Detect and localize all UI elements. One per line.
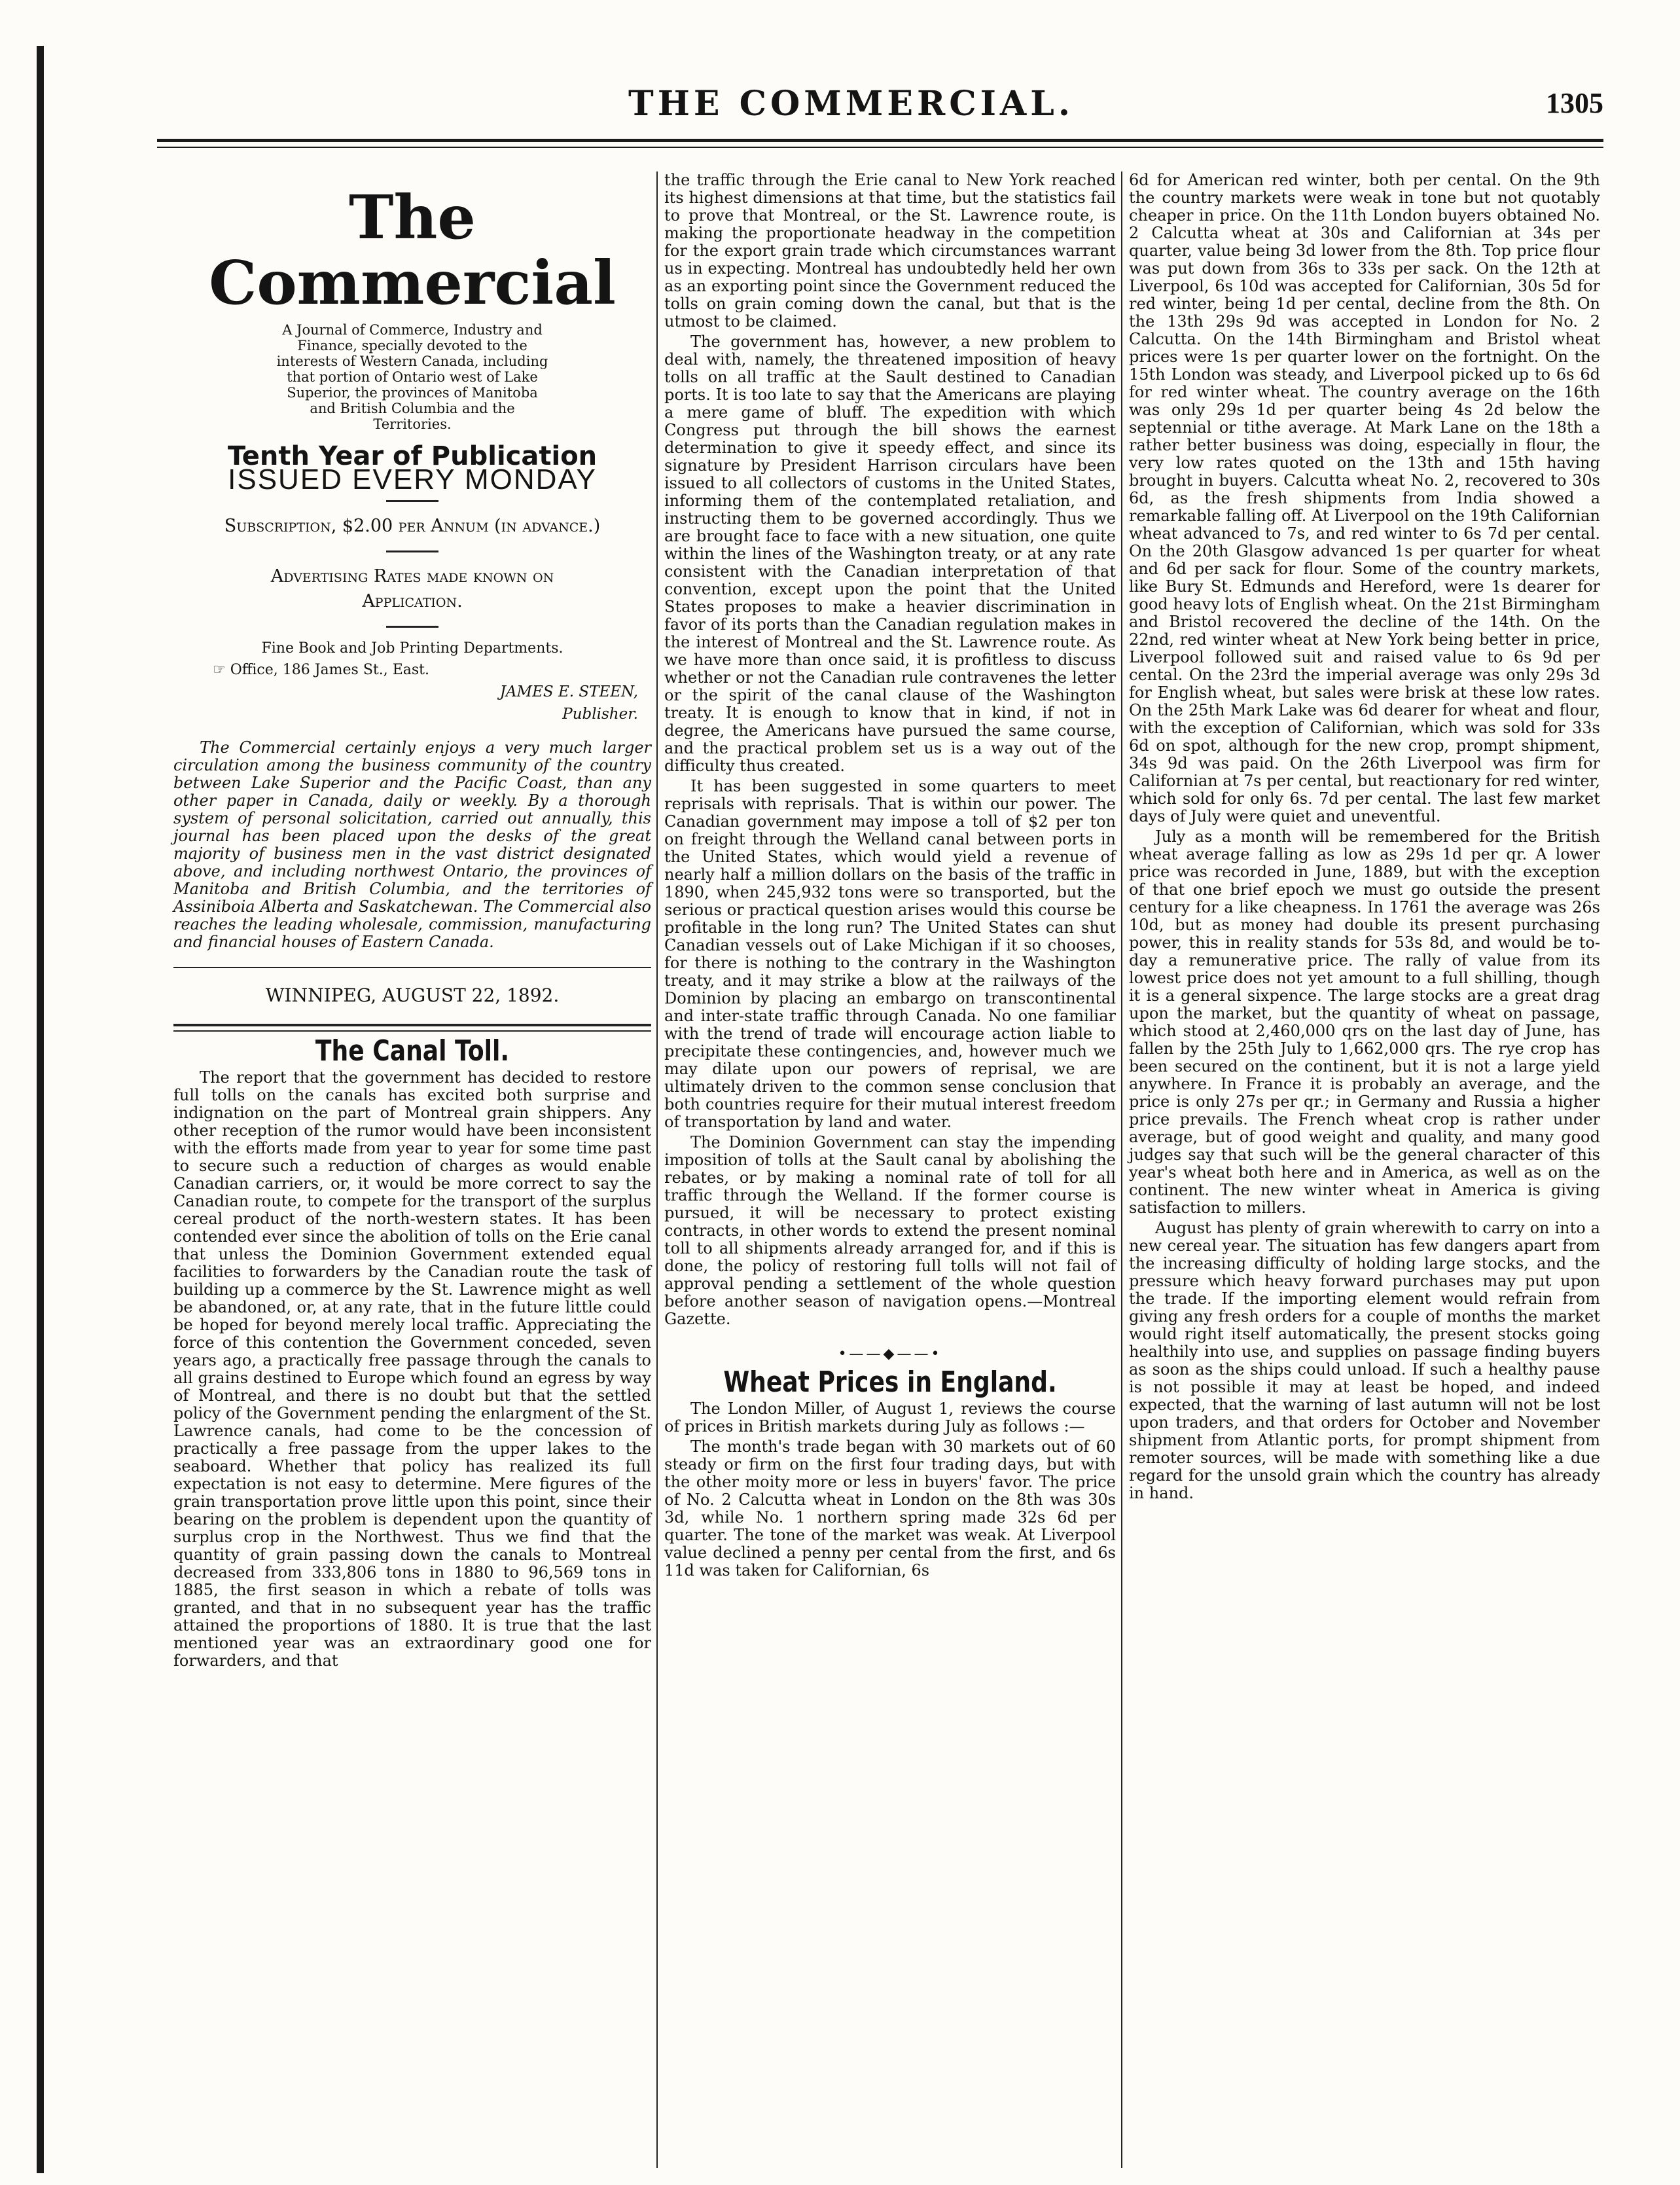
wheat-paragraph-2: The month's trade began with 30 markets out of 60 steady or firm on the first four trading days, but with the other moity more or less in buyers' favor. The price of No. 2 Calcutta wheat in London on the 8th was 30s 3d, while No. 1 northern spring made 32s 6d per quarter. The tone of the market was weak. At Liverpool value declined a penny per cental from the first, and 6s 11d was taken for Californian, 6s [664,1437,1116,1580]
divider-dash [386,500,438,502]
header-rule-thick [157,139,1603,142]
section-rule-thick [173,1024,651,1026]
divider-dash [386,626,438,628]
wheat-paragraph-3: July as a month will be remembered for the British wheat average falling as low as 29s 1d per qr. A lower price was recorded in June, 1889, but with the exception of that one brief epoch we must go outside the present century for a like cheapness. In 1761 the average was 26s 10d, but as money had double its present purchasing power, this in reality stands for 53s 8d, and would be to-day a remunerative price. The rally of value from its lowest price does not yet amount to a full shilling, though it is a general sixpence. The large stocks are a great drag upon the market, but the quantity of wheat on passage, which stood at 2,460,000 qrs on the last day of June, has fallen by the 25th July to 1,662,000 qrs. The rye crop has been secured on the continent, but it is not a large yield anywhere. In France it is probably an average, and the price is only 27s per qr.; in Germany and Russia a higher price prevails. The French wheat crop is rather under average, but of good weight and quality, and many good judges say that such will be the general character of this year's wheat both here and in America, as well as on the continent. The new winter wheat in America is giving satisfaction to millers. [1129,827,1600,1217]
column-3 [1129,172,1600,1505]
issued-every-monday: ISSUED EVERY MONDAY [228,463,597,496]
tenth-year: Tenth Year of Publication [227,441,598,471]
section-rule-thin [173,1030,651,1032]
canal-toll-paragraph-3: It has been suggested in some quarters to meet reprisals with reprisals. That is within our power. The Canadian government may impose a toll of $2 per ton on freight through the Welland canal between ports in the United States, which would yield a revenue of nearly half a million dollars on the basis of the traffic in 1890, when 245,932 tons were so transported, but the serious or practical question arises would this course be profitable in the long run? The United States can shut Canadian vessels out of Lake Michigan if it so chooses, for there is nothing to the contrary in the Washington treaty, and it may strike a blow at the railways of the Dominion by placing an embargo on transcontinental and inter-state traffic through Canada. No one familiar with the trend of trade will encourage action liable to precipitate these contingencies, and, however much we may dilate upon our powers of reprisal, we are ultimately driven to the common sense conclusion that both countries require for their mutual interest freedom of transportation by land and water. [664,777,1116,1131]
canal-toll-paragraph-1: The report that the government has decided to restore full tolls on the canals has excited both surprise and indignation on the part of Montreal grain shippers. Any other reception of the rumor would have been inconsistent with the efforts made from year to year for some time past to secure such a reduction of charges as would enable Canadian carriers, or, it would be more correct to say the Canadian route, to compete for the transport of the surplus cereal product of the north-western states. It has been contended ever since the abolition of tolls on the Erie canal that unless the Dominion Government extended equal facilities to forwarders by the Canadian route the task of building up a commerce by the St. Lawrence might as well be abandoned, or, at any rate, that in the future little could be hoped for beyond merely local traffic. Appreciating the force of this contention the Government conceded, seven years ago, a practically free passage through the canals to all grains destined to Europe which found an egress by way of Montreal, and there is no doubt but that the settled policy of the Government pending the enlargment of the St. Lawrence canals, had come to be the concession of practically a free passage from the upper lakes to the seaboard. Whether that policy has realized its full expectation is not easy to determine. Mere figures of the grain transportation prove little upon this point, since their bearing on the problem is dependent upon the quantity of surplus crop in the Northwest. Thus we find that the quantity of grain passing down the canals to Montreal decreased from 333,806 tons in 1880 to 96,569 tons in 1885, the first season in which a rebate of tolls was granted, and that in no subsequent year has the traffic attained the proportions of 1880. It is true that the last mentioned year was an extraordinary good one for forwarders, and that [173,1068,651,1670]
canal-toll-paragraph-1-continued: the traffic through the Erie canal to New York reached its highest dimensions at that time, but the statistics fail to prove that Montreal, or the St. Lawrence route, is making the proportionate headway in the competition for the export grain trade which circumstances warrant us in expecting. Montreal has undoubtedly held her own as an exporting point since the Government reduced the tolls on grain coming down the canal, but that is the utmost to be claimed. [664,171,1116,331]
header-rule-thin [157,147,1603,148]
dateline: WINNIPEG, AUGUST 22, 1892. [265,984,560,1006]
column-2 [664,172,1116,1582]
masthead-title: The Commercial [209,182,616,318]
canal-toll-heading: The Canal Toll. [315,1034,510,1068]
wheat-prices-heading: Wheat Prices in England. [723,1365,1057,1399]
printing-departments: Fine Book and Job Printing Departments. [261,640,563,657]
wheat-paragraph-1: The London Miller, of August 1, reviews the course of prices in British markets during July as follows :— [664,1399,1116,1436]
page-number: 1305 [1546,87,1603,119]
divider-dash [386,551,438,552]
publisher-title: Publisher. [562,706,638,723]
dateline-rule-top [173,967,651,968]
masthead-blurb: A Journal of Commerce, Industry and Finance, specially devoted to the interests of Western Canada, including that portion of Ontario west of Lake Superior, the provinces of Manitoba and British Columbia and the Territories. [276,322,548,432]
ornament-divider: •——◆——• [838,1346,942,1362]
wheat-paragraph-2-continued: 6d for American red winter, both per cental. On the 9th the country markets were weak in tone but not quotably cheaper in price. On the 11th London buyers obtained No. 2 Calcutta wheat at 30s and Californian at 34s per quarter, value being 3d lower from the 8th. Top price flour was put down from 36s to 33s per sack. On the 12th at Liverpool, 6s 10d was accepted for Californian, 30s 5d for red winter, being 1d per cental, decline from the 8th. On the 13th 29s 9d was accepted in London for No. 2 Calcutta. On the 14th Birmingham and Bristol wheat prices were 1s per quarter lower on the fortnight. On the 15th London was steady, and Liverpool picked up to 6s 6d for red winter wheat. The country average on the 16th was only 29s 1d per quarter being 4s 2d below the septennial or tithe average. At Mark Lane on the 18th a rather better business was doing, especially in flour, the very low rates quoted on the 13th and 15th having brought in buyers. Calcutta wheat No. 2, recovered to 30s 6d, as the fresh shipments from India showed a remarkable falling off. At Liverpool on the 19th Californian wheat advanced to 7s, and red winter to 6s 7d per cental. On the 20th Glasgow advanced 1s per quarter for wheat and 6d per sack for flour. Some of the country markets, like Bury St. Edmunds and Hereford, were 1s dearer for good heavy lots of English wheat. On the 21st Birmingham and Bristol recovered the decline of the 14th. On the 22nd, red winter wheat at New York being better in price, Liverpool followed suit and raised value to 6s 9d per cental. On the 23rd the imperial average was only 29s 3d for English wheat, but sales were brisk at these low rates. On the 25th Mark Lake was 6d dearer for wheat and flour, with the exception of Californian, which was sold for 33s 6d on spot, although for the new crop, prompt shipment, 34s 9d was paid. On the 26th Liverpool was firm for Californian at 7s per cental, but reactionary for red winter, which sold for only 6s. 7d per cental. The last few market days of July were quiet and uneventful. [1129,171,1600,825]
advertising-line-2: Application. [362,591,463,611]
running-title: THE COMMERCIAL. [628,84,1074,124]
circulation-notice: The Commercial certainly enjoys a very much larger circulation among the business community of the country between Lake Superior and the Pacific Coast, than any other paper in Canada, daily or weekly. By a thorough system of personal solicitation, carried out annually, this journal has been placed upon the desks of the great majority of business men in the vast district designated above, and including northwest Ontario, the provinces of Manitoba and British Columbia, and the territories of Assiniboia Alberta and Saskatchewan. The Commercial also reaches the leading wholesale, commission, manufacturing and financial houses of Eastern Canada. [173,738,651,951]
running-head [157,84,1603,130]
column-1 [173,172,651,1672]
advertising-line-1: Advertising Rates made known on [270,566,554,587]
publisher-name: JAMES E. STEEN, [499,683,638,700]
canal-toll-paragraph-4: The Dominion Government can stay the impending imposition of tolls at the Sault canal by abolishing the rebates, or by making a nominal rate of toll for all traffic through the Welland. If the former course is pursued, it will be necessary to protect existing contracts, in other words to extend the present nominal toll to all shipments already arranged for, and if this is done, the policy of restoring full tolls will not fail of approval pending a settlement of the whole question before another season of navigation opens.—Montreal Gazette. [664,1133,1116,1328]
column-divider-2 [1121,172,1122,2168]
column-divider-1 [656,172,658,2168]
wheat-paragraph-4: August has plenty of grain wherewith to carry on into a new cereal year. The situation has few dangers apart from the increasing difficulty of holding large stocks, and the pressure which heavy forward purchases may put upon the trade. If the importing element would refrain from giving any fresh orders for a couple of months the market would right itself automatically, the present stocks going healthily into use, and supplies on passage finding buyers as soon as the ships could unload. If such a healthy pause is not possible it may at least be hoped, and indeed expected, that the warning of last autumn will not be lost upon traders, and that orders for October and November shipment from Atlantic ports, for prompt shipment from remoter sources, will be made with something like a due regard for the unsold grain which the country has already in hand. [1129,1219,1600,1502]
subscription-line: Subscription, $2.00 per Annum (in advance.) [224,516,601,536]
page-binding-edge [37,46,44,2173]
office-address: ☞ Office, 186 James St., East. [213,662,430,678]
canal-toll-paragraph-2: The government has, however, a new problem to deal with, namely, the threatened imposition of heavy tolls on all traffic at the Sault destined to Canadian ports. It is too late to say that the Americans are playing a mere game of bluff. The expedition with which Congress put through the bill shows the earnest determination to give it speedy effect, and since its signature by President Harrison circulars have been issued to all collectors of customs in the United States, informing them of the contemplated retaliation, and instructing them to be governed accordingly. Thus we are brought face to face with a new situation, one quite within the lines of the Washington treaty, or at any rate consistent with the Canadian interpretation of that convention, except upon the point that the United States proposes to make a heavier discrimination in favor of its ports than the Canadian regulation makes in the interest of Montreal and the St. Lawrence route. As we have more than once said, it is profitless to discuss whether or not the Canadian rule contravenes the letter or the spirit of the canal clause of the Washington treaty. It is enough to know that in kind, if not in degree, the Americans have pursued the same course, and the practical problem set us is a way out of the difficulty thus created. [664,333,1116,775]
